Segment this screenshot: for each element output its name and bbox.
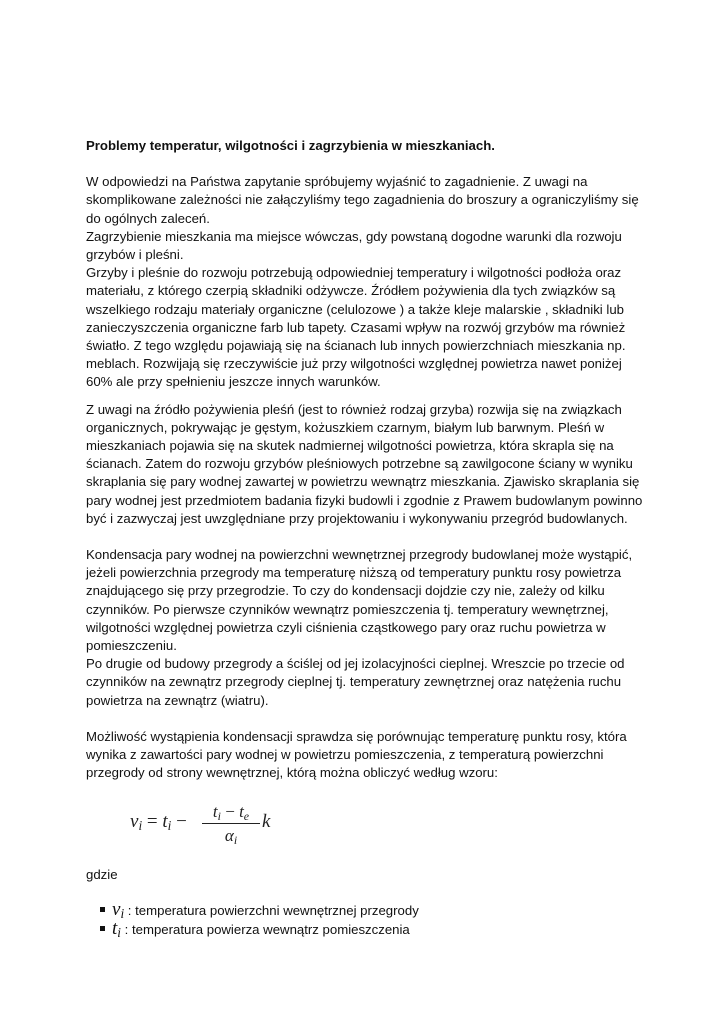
document-title: Problemy temperatur, wilgotności i zagrzybienia w mieszkaniach. <box>86 138 495 153</box>
symbol-definitions-list <box>86 900 646 938</box>
paragraph-condensation: Kondensacja pary wodnej na powierzchni wewnętrznej przegrody budowlanej może wystąpić, jeżeli powierzchnia przegrody ma temperaturę niższą od temperatury punktu rosy powietrza znajdującego się przy przegrodzie. To czy do kondensacji dojdzie czy nie, zależy od kilku czynników. Po pierwsze czynników wewnątrz pomieszczenia tj. temperatury wewnętrznej, wilgotności względnej powietrza czyli ciśnienia cząstkowego pary oraz ruchu powietrza w pomieszczeniu. <box>86 547 633 654</box>
formula-denominator: $\alpha_i$ <box>224 825 238 847</box>
definition-item <box>86 900 646 919</box>
where-label: gdzie <box>86 866 118 882</box>
formula-left-side: $v_i = t_i$ − <box>130 810 187 833</box>
formula-numerator: $t_i - t_e$ <box>212 801 250 823</box>
surface-temperature-formula <box>130 802 646 852</box>
definition-item <box>86 919 646 938</box>
paragraph-mold-needs: Grzyby i pleśnie do rozwoju potrzebują odpowiedniej temperatury i wilgotności podłoża oraz materiału, z którego czerpią składniki odżywcze. Źródłem pożywienia dla tych związków są wszelkiego rodzaju materiały organiczne (celulozowe ) a także kleje malarskie , składniki lub zanieczyszczenia organiczne farb lub tapety. Czasami wpływ na rozwój grzybów ma również światło. Z tego względu pojawiają się na ścianach lub innych powierzchniach mieszkania np. meblach. Rozwijają się rzeczywiście już przy wilgotności względnej powietrza nawet poniżej 60% ale przy spełnieniu jeszcze innych warunków. <box>86 265 626 390</box>
definition-text: : temperatura powierzchni wewnętrznej przegrody <box>124 902 419 918</box>
formula-fraction <box>202 802 260 846</box>
formula-coefficient-k: k <box>262 810 271 832</box>
paragraph-formula-intro: Możliwość wystąpienia kondensacji sprawdza się porównując temperaturę punktu rosy, która wynika z zawartości pary wodnej w powietrzu pomieszczenia, z temperaturą powierzchni przegrody od strony wewnętrznej, którą można obliczyć według wzoru: <box>86 728 627 781</box>
document-body <box>86 137 646 938</box>
bullet-square-icon <box>100 926 105 931</box>
paragraph-insulation: Po drugie od budowy przegrody a ściślej od jej izolacyjności cieplnej. Wreszcie po trzecie od czynników na zewnątrz przegrody cieplnej tj. temperatury zewnętrznej oraz natężenia ruchu powietrza na zewnątrz (wiatru). <box>86 656 625 708</box>
definition-symbol: $t_i$ <box>112 917 121 940</box>
fraction-bar <box>202 823 260 824</box>
definition-text: : temperatura powierza wewnątrz pomieszczenia <box>120 921 410 937</box>
definition-symbol: $v_i$ <box>112 898 125 921</box>
paragraph-mold-source: Z uwagi na źródło pożywienia pleśń (jest to również rodzaj grzyba) rozwija się na związkach organicznych, pokrywając je gęstym, kożuszkiem czarnym, białym lub barwnym. Pleśń w mieszkaniach pojawia się na skutek nadmiernej wilgotności powietrza, która skrapla się na ścianach. Zatem do rozwoju grzybów pleśniowych potrzebne są zawilgocone ściany w wyniku skraplania się pary wodnej zawartej w powietrzu wewnątrz mieszkania. Zjawisko skraplania się pary wodnej jest przedmiotem badania fizyki budowli i zgodnie z Prawem budowlanym powinno być i zazwyczaj jest uwzględniane przy projektowaniu i wykonywaniu przegród budowlanych. <box>86 401 643 526</box>
bullet-square-icon <box>100 907 105 912</box>
paragraph-intro: W odpowiedzi na Państwa zapytanie spróbujemy wyjaśnić to zagadnienie. Z uwagi na skomplikowane zależności nie załączyliśmy tego zagadnienia do broszury a ograniczyliśmy się do ogólnych zaleceń. <box>86 174 639 226</box>
paragraph-mold-conditions: Zagrzybienie mieszkania ma miejsce wówczas, gdy powstaną dogodne warunki dla rozwoju grzybów i pleśni. <box>86 228 622 263</box>
